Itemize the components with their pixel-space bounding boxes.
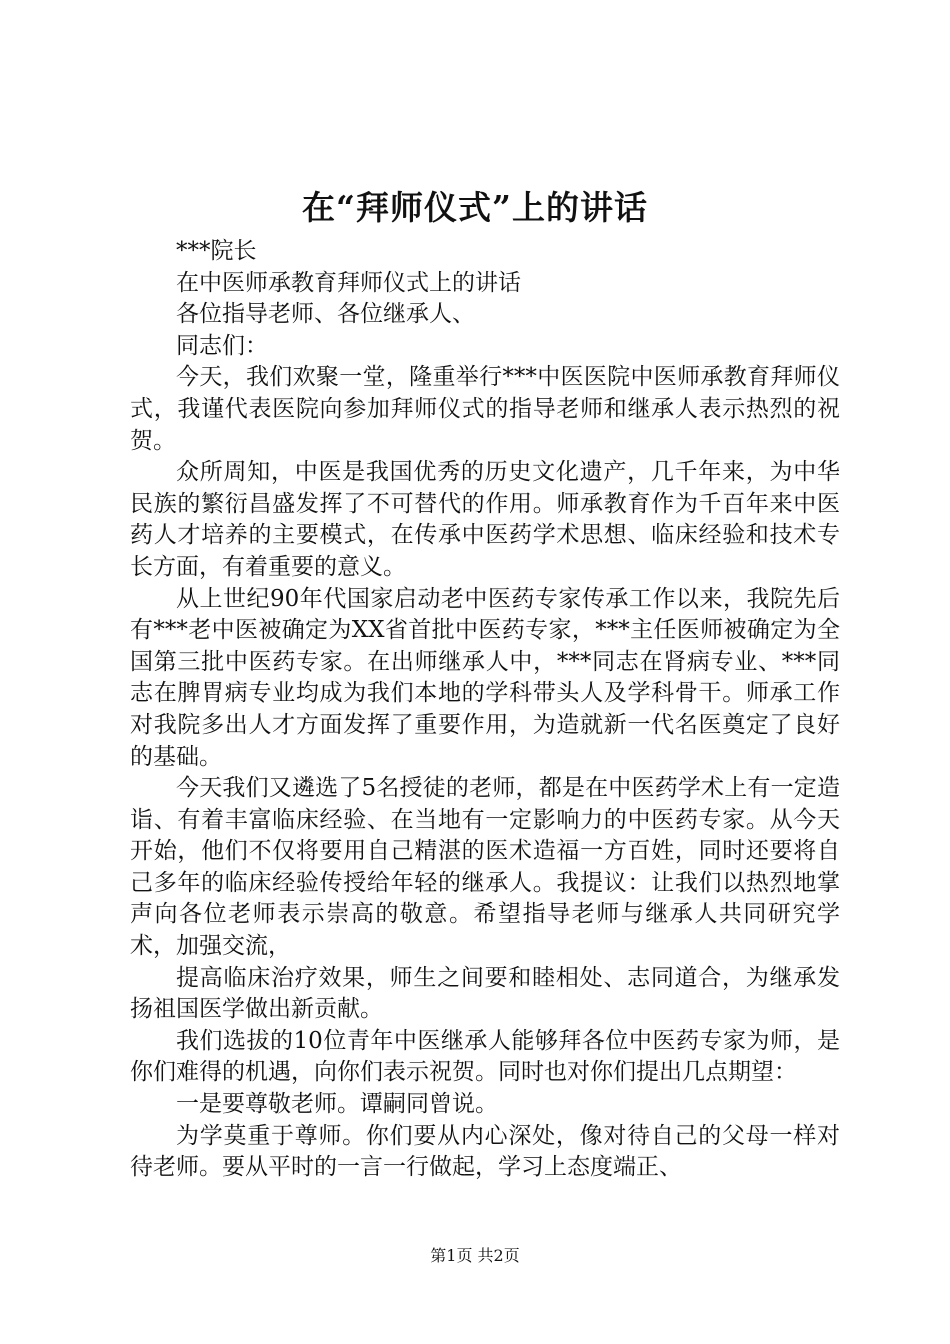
document-title: 在“拜师仪式”上的讲话 bbox=[302, 188, 648, 227]
paragraph: 提高临床治疗效果，师生之间要和睦相处、志同道合，为继承发扬祖国医学做出新贡献。 bbox=[130, 964, 840, 1023]
paragraph: 为学莫重于尊师。你们要从内心深处，像对待自己的父母一样对待老师。要从平时的一言一行做起，学习上态度端正、 bbox=[130, 1122, 840, 1181]
paragraph: 我们选拔的10位青年中医继承人能够拜各位中医药专家为师，是你们难得的机遇，向你们表示祝贺。同时也对你们提出几点期望： bbox=[130, 1027, 840, 1086]
paragraph-salutation: 各位指导老师、各位继承人、 bbox=[176, 301, 475, 328]
paragraph-subtitle: 在中医师承教育拜师仪式上的讲话 bbox=[176, 269, 521, 296]
paragraph-salutation-2: 同志们： bbox=[176, 332, 268, 359]
paragraph: 今天我们又遴选了5名授徒的老师，都是在中医药学术上有一定造诣、有着丰富临床经验、在当地有一定影响力的中医药专家。从今天开始，他们不仅将要用自己精湛的医术造福一方百姓，同时还要将自己多年的临床经验传授给年轻的继承人。我提议：让我们以热烈地掌声向各位老师表示崇高的敬意。希望指导老师与继承人共同研究学术，加强交流， bbox=[130, 775, 840, 960]
paragraph: 今天，我们欢聚一堂，隆重举行***中医医院中医师承教育拜师仪式，我谨代表医院向参加拜师仪式的指导老师和继承人表示热烈的祝贺。 bbox=[130, 364, 840, 454]
paragraph-author: ***院长 bbox=[176, 238, 257, 264]
paragraph: 众所周知，中医是我国优秀的历史文化遗产，几千年来，为中华民族的繁衍昌盛发挥了不可替代的作用。师承教育作为千百年来中医药人才培养的主要模式，在传承中医药学术思想、临床经验和技术专长方面，有着重要的意义。 bbox=[130, 459, 840, 580]
document-body bbox=[130, 236, 840, 1184]
paragraph: 从上世纪90年代国家启动老中医药专家传承工作以来，我院先后有***老中医被确定为XX省首批中医药专家，***主任医师被确定为全国第三批中医药专家。在出师继承人中，***同志在肾病专业、***同志在脾胃病专业均成为我们本地的学科带头人及学科骨干。师承工作对我院多出人才方面发挥了重要作用，为造就新一代名医奠定了良好的基础。 bbox=[130, 585, 840, 770]
paragraph: 一是要尊敬老师。谭嗣同曾说。 bbox=[176, 1091, 498, 1118]
page-number: 第1页 共2页 bbox=[430, 1246, 520, 1265]
